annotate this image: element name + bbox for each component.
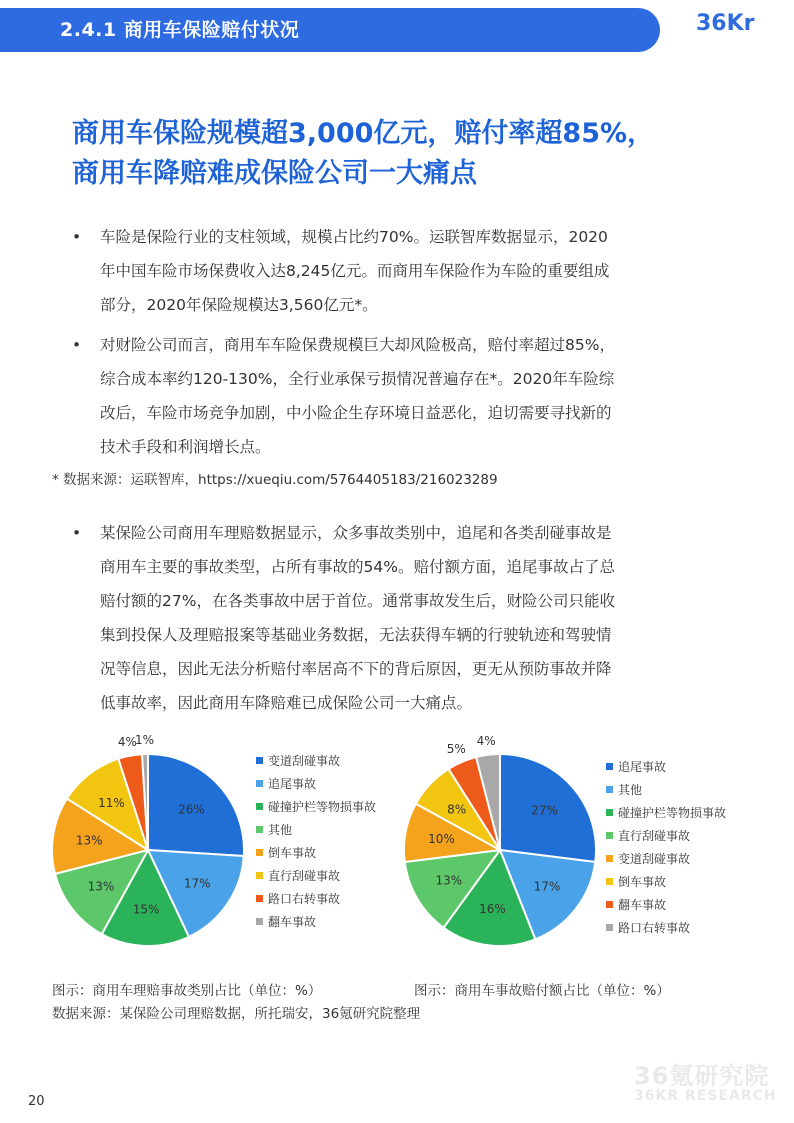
chart-1-legend-label-1: 变道刮碰事故 bbox=[268, 754, 341, 768]
bullet-line: 改后，车险市场竞争加剧，中小险企生存环境日益恶化，迫切需要寻找新的 bbox=[100, 404, 612, 422]
bullet-line: 某保险公司商用车理赔数据显示，众多事故类别中，追尾和各类刮碰事故是 bbox=[100, 524, 612, 542]
chart-2-legend-swatch-2 bbox=[606, 786, 613, 793]
page-headline bbox=[72, 114, 772, 194]
chart-2-label-6: 8% bbox=[447, 802, 467, 817]
chart-1-legend-swatch-5 bbox=[256, 849, 263, 856]
chart-2-legend-swatch-5 bbox=[606, 855, 613, 862]
bullet-line: 况等信息，因此无法分析赔付率居高不下的背后原因，更无从预防事故并降 bbox=[100, 660, 612, 678]
chart-1-caption: 图示：商用车理赔事故类别占比（单位：%） bbox=[52, 983, 322, 999]
bullet-line: 商用车主要的事故类型，占所有事故的54%。赔付额方面，追尾事故占了总 bbox=[100, 558, 615, 576]
page-number: 20 bbox=[28, 1094, 45, 1109]
chart-2-label-7: 5% bbox=[446, 742, 466, 756]
bullet-line: 低事故率，因此商用车降赔难已成保险公司一大痛点。 bbox=[100, 694, 473, 712]
chart-2-legend-swatch-1 bbox=[606, 763, 613, 770]
chart-2-legend-label-3: 碰撞护栏等物损事故 bbox=[618, 806, 727, 820]
headline-line-1: 商用车保险规模超3,000亿元，赔付率超85%， bbox=[72, 118, 655, 149]
headline-line-2: 商用车降赔难成保险公司一大痛点 bbox=[72, 158, 477, 189]
chart-2-label-3: 16% bbox=[479, 902, 506, 917]
chart-1-label-8: 1% bbox=[134, 733, 155, 748]
chart-1-legend-label-8: 翻车事故 bbox=[268, 915, 317, 929]
chart-2-legend-label-2: 其他 bbox=[618, 783, 643, 797]
chart-2-label-2: 17% bbox=[533, 879, 561, 894]
chart-2-legend-label-6: 倒车事故 bbox=[618, 875, 667, 889]
chart-1-legend-label-6: 直行刮碰事故 bbox=[268, 869, 341, 883]
bullet-line: 集到投保人及理赔报案等基础业务数据，无法获得车辆的行驶轨迹和驾驶情 bbox=[100, 626, 612, 644]
chart-1-legend-swatch-4 bbox=[256, 826, 263, 833]
chart-2-label-4: 13% bbox=[435, 873, 463, 888]
chart-source: 数据来源：某保险公司理赔数据，所托瑞安，36氪研究院整理 bbox=[52, 1006, 421, 1022]
chart-2-legend-label-5: 变道刮碰事故 bbox=[618, 852, 691, 866]
chart-2-legend-swatch-3 bbox=[606, 809, 613, 816]
chart-1-label-7: 4% bbox=[117, 734, 137, 749]
chart-1-legend-label-7: 路口右转事故 bbox=[268, 892, 341, 906]
chart-1-legend-swatch-8 bbox=[256, 918, 263, 925]
bullet-paragraph-2 bbox=[72, 328, 732, 464]
bullet-line: 综合成本率约120-130%，全行业承保亏损情况普遍存在*。2020年车险综 bbox=[100, 370, 615, 388]
chart-2-label-5: 10% bbox=[428, 831, 455, 846]
chart-1-legend-swatch-3 bbox=[256, 803, 263, 810]
bullet-marker: • bbox=[72, 228, 82, 246]
chart-1-label-4: 13% bbox=[87, 879, 115, 894]
chart-2-legend-label-8: 路口右转事故 bbox=[618, 921, 691, 935]
bullet-paragraph-3 bbox=[72, 516, 732, 720]
chart-1-legend-label-5: 倒车事故 bbox=[268, 846, 317, 860]
chart-2-label-1: 27% bbox=[531, 803, 558, 818]
bullet-line: 车险是保险行业的支柱领域，规模占比约70%。运联智库数据显示，2020 bbox=[100, 228, 608, 246]
bullet-line: 赔付额的27%，在各类事故中居于首位。通常事故发生后，财险公司只能收 bbox=[100, 592, 615, 610]
chart-1-label-6: 11% bbox=[98, 796, 125, 810]
source-note: * 数据来源：运联智库，https://xueqiu.com/5764405183/216023289 bbox=[52, 472, 498, 488]
bullet-line: 对财险公司而言，商用车车险保费规模巨大却风险极高，赔付率超过85%， bbox=[100, 336, 615, 354]
chart-2-legend-label-7: 翻车事故 bbox=[618, 898, 667, 912]
watermark-cn: 36氪研究院 bbox=[634, 1062, 770, 1090]
bullet-line: 年中国车险市场保费收入达8,245亿元。而商用车保险作为车险的重要组成 bbox=[100, 262, 610, 280]
chart-1-legend-label-2: 追尾事故 bbox=[268, 777, 317, 791]
chart-2-caption: 图示：商用车事故赔付额占比（单位：%） bbox=[414, 983, 670, 999]
chart-1-legend-swatch-7 bbox=[256, 895, 263, 902]
chart-2-legend-swatch-4 bbox=[606, 832, 613, 839]
chart-2-label-8: 4% bbox=[476, 733, 496, 748]
chart-1-legend-label-3: 碰撞护栏等物损事故 bbox=[268, 800, 377, 814]
chart-2-legend-swatch-6 bbox=[606, 878, 613, 885]
chart-2-legend-label-1: 追尾事故 bbox=[618, 760, 667, 774]
chart-1-label-1: 26% bbox=[178, 802, 205, 817]
bullet-marker: • bbox=[72, 336, 82, 354]
chart-1-legend-swatch-1 bbox=[256, 757, 263, 764]
chart-2-legend-swatch-8 bbox=[606, 924, 613, 931]
pie-charts bbox=[0, 720, 794, 970]
watermark-en: 36KR RESEARCH bbox=[634, 1088, 777, 1104]
brand-logo-text: 36Kr bbox=[696, 11, 755, 36]
chart-1-label-3: 15% bbox=[132, 902, 160, 917]
chart-2-legend-label-4: 直行刮碰事故 bbox=[618, 829, 691, 843]
chart-1-legend-swatch-2 bbox=[256, 780, 263, 787]
brand-logo bbox=[690, 0, 794, 56]
chart-1-legend-label-4: 其他 bbox=[268, 823, 293, 837]
chart-2-legend-swatch-7 bbox=[606, 901, 613, 908]
bullet-line: 技术手段和利润增长点。 bbox=[100, 438, 271, 456]
bullet-marker: • bbox=[72, 524, 82, 542]
chart-1-legend-swatch-6 bbox=[256, 872, 263, 879]
chart-1-label-5: 13% bbox=[75, 833, 103, 848]
chart-1-label-2: 17% bbox=[183, 876, 211, 891]
bullet-paragraph-1 bbox=[72, 220, 732, 322]
bullet-line: 部分，2020年保险规模达3,560亿元*。 bbox=[100, 296, 378, 314]
section-title: 2.4.1 商用车保险赔付状况 bbox=[60, 19, 300, 41]
